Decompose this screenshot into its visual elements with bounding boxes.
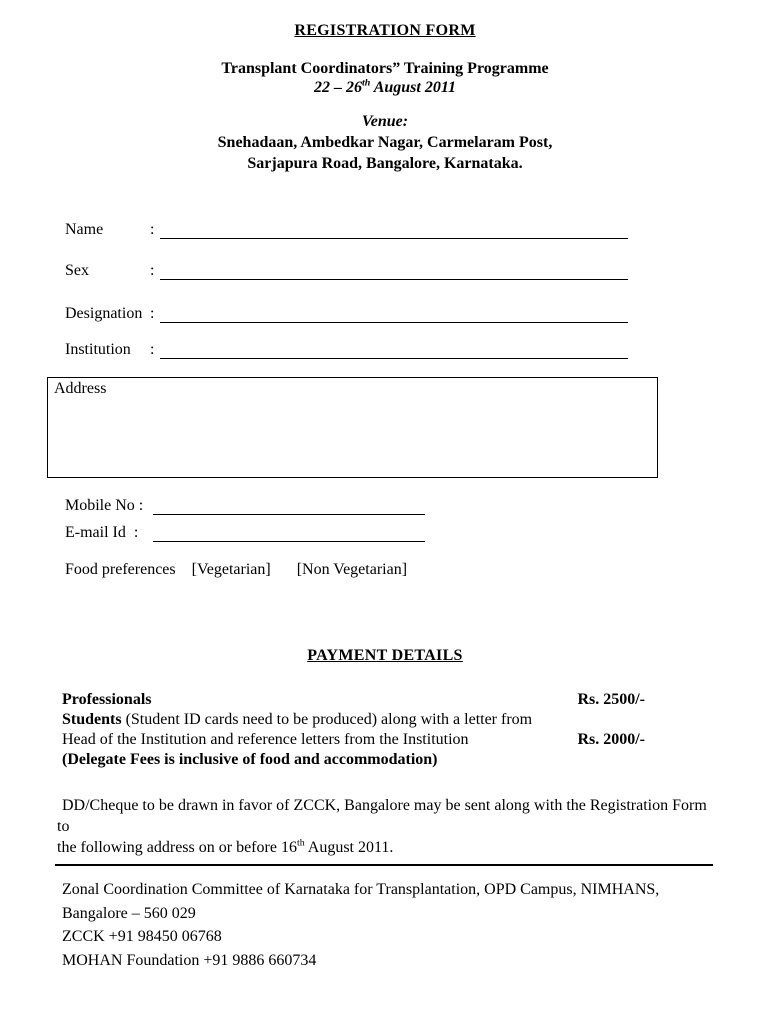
dates-superscript: th — [362, 77, 371, 89]
page-title — [0, 21, 770, 40]
name-colon: : — [150, 221, 155, 238]
zcck-phone: ZCCK +91 98450 06768 — [62, 928, 222, 945]
delegate-fees-note: (Delegate Fees is inclusive of food and accommodation) — [62, 751, 438, 768]
field-row-mobile — [65, 495, 770, 515]
field-row-designation — [65, 303, 628, 323]
students-line-1 — [62, 710, 645, 730]
sex-label: Sex — [65, 262, 89, 279]
name-input-line[interactable] — [160, 219, 628, 239]
designation-colon: : — [150, 305, 155, 322]
page-title-text: REGISTRATION FORM — [294, 22, 476, 39]
venue-label: Venue: — [361, 113, 409, 130]
programme-dates — [0, 78, 770, 97]
dates-suffix: August 2011 — [370, 79, 456, 96]
students-line-1-rest: (Student ID cards need to be produced) along with a letter from — [121, 711, 533, 728]
students-label: Students — [62, 711, 122, 728]
address-box[interactable] — [47, 377, 658, 478]
designation-label: Designation — [65, 305, 143, 322]
professionals-row — [62, 690, 645, 710]
professionals-fee: Rs. 2500/- — [577, 691, 645, 708]
mobile-input-line[interactable] — [153, 495, 425, 515]
dd-cheque-line-1: DD/Cheque to be drawn in favor of ZCCK, Bangalore may be sent along with the Registration Form to — [57, 797, 707, 835]
non-vegetarian-option[interactable]: [Non Vegetarian] — [296, 561, 408, 578]
students-line-2-text: Head of the Institution and reference letters from the Institution — [62, 731, 469, 748]
payment-details-block — [62, 690, 645, 770]
venue-line-1: Snehadaan, Ambedkar Nagar, Carmelaram Post, — [217, 134, 553, 151]
vegetarian-option[interactable]: [Vegetarian] — [191, 561, 271, 578]
programme-title: Transplant Coordinators” Training Programme — [221, 60, 549, 77]
dd-cheque-line-2-prefix: the following address on or before 16 — [57, 839, 297, 856]
payment-details-title-text: PAYMENT DETAILS — [307, 647, 463, 664]
sex-input-line[interactable] — [160, 260, 628, 280]
contact-address-block — [62, 878, 770, 972]
food-preferences-label: Food preferences — [65, 561, 176, 578]
students-fee: Rs. 2000/- — [577, 731, 645, 748]
sex-colon: : — [150, 262, 155, 279]
institution-label: Institution — [65, 341, 131, 358]
email-label: E-mail Id : — [65, 524, 139, 541]
food-preferences-row — [65, 560, 770, 580]
field-row-email — [65, 522, 770, 542]
professionals-label: Professionals — [62, 691, 152, 708]
institution-colon: : — [150, 341, 155, 358]
email-input-line[interactable] — [153, 522, 425, 542]
dd-cheque-superscript: th — [296, 837, 305, 849]
payment-details-heading — [0, 646, 770, 665]
field-row-sex — [65, 260, 628, 280]
dd-cheque-line-2-suffix: August 2011. — [304, 839, 394, 856]
dates-prefix: 22 – 26 — [314, 79, 363, 96]
org-address-line-1: Zonal Coordination Committee of Karnataka for Transplantation, OPD Campus, NIMHANS, — [62, 881, 660, 898]
divider-line — [55, 864, 713, 866]
address-label: Address — [54, 380, 107, 397]
mohan-phone: MOHAN Foundation +91 9886 660734 — [62, 951, 317, 969]
field-row-institution — [65, 339, 628, 359]
field-row-name — [65, 219, 628, 239]
designation-input-line[interactable] — [160, 303, 628, 323]
mobile-label: Mobile No : — [65, 497, 144, 514]
students-line-2 — [62, 730, 645, 750]
institution-input-line[interactable] — [160, 339, 628, 359]
venue-line-2: Sarjapura Road, Bangalore, Karnataka. — [247, 155, 523, 172]
org-address-line-2: Bangalore – 560 029 — [62, 904, 196, 922]
name-label: Name — [65, 221, 104, 238]
dd-cheque-paragraph — [57, 795, 715, 858]
